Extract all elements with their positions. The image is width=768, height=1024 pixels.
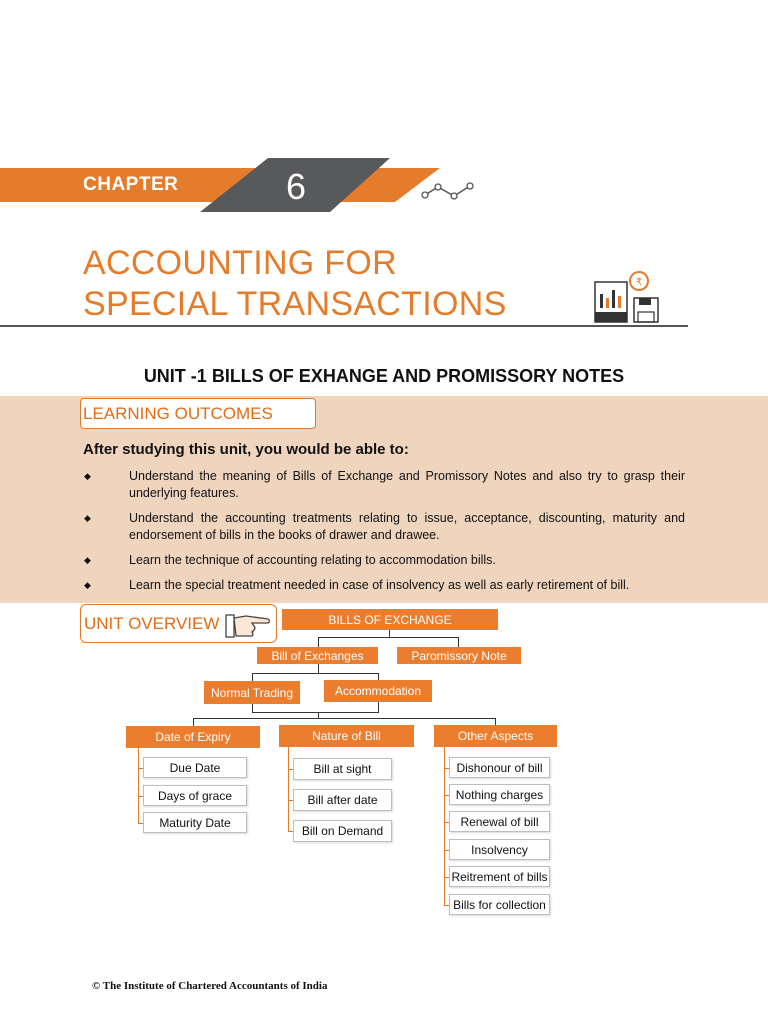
learning-outcomes-heading: LEARNING OUTCOMES: [83, 404, 273, 423]
diagram-leaf: Bill on Demand: [293, 820, 392, 842]
diagram-leaf: Renewal of bill: [449, 811, 550, 832]
pointing-hand-icon: [224, 610, 272, 640]
diagram-leaf: Maturity Date: [143, 812, 247, 833]
financial-report-icon: [592, 268, 664, 326]
svg-text:₹: ₹: [635, 277, 643, 288]
diagram-category-other-aspects: Other Aspects: [434, 725, 557, 747]
diagram-leaf: Days of grace: [143, 785, 247, 806]
bullet-icon: ◆: [84, 471, 91, 481]
diagram-node-bill-of-exchanges: Bill of Exchanges: [257, 647, 378, 664]
diagram-leaf: Bill after date: [293, 789, 392, 811]
diagram-category-nature-of-bill: Nature of Bill: [279, 725, 414, 747]
diagram-node-promissory-note: Paromissory Note: [397, 647, 521, 664]
diagram-node-accommodation: Accommodation: [324, 680, 432, 702]
diagram-leaf: Insolvency: [449, 839, 550, 860]
learning-outcomes-intro: After studying this unit, you would be able to:: [83, 441, 409, 458]
title-rule: [0, 325, 688, 327]
diagram-category-date-of-expiry: Date of Expiry: [126, 726, 260, 748]
bullet-icon: ◆: [84, 513, 91, 523]
unit-overview-heading: UNIT OVERVIEW: [84, 614, 220, 633]
chapter-label: CHAPTER: [83, 174, 179, 195]
diagram-leaf: Dishonour of bill: [449, 757, 550, 778]
diagram-root-node: BILLS OF EXCHANGE: [282, 609, 498, 630]
bullet-icon: ◆: [84, 555, 91, 565]
diagram-leaf: Nothing charges: [449, 784, 550, 805]
learning-outcome-item: Learn the special treatment needed in case of insolvency as well as early retirement of bill.: [129, 578, 630, 592]
chapter-title-line-2: SPECIAL TRANSACTIONS: [83, 285, 507, 323]
diagram-leaf: Bill at sight: [293, 758, 392, 780]
diagram-leaf: Bills for collection: [449, 894, 550, 915]
learning-outcome-item: Understand the accounting treatments relating to issue, acceptance, discounting, maturity and endorsement of bills in the books of drawer and drawee.: [129, 511, 685, 542]
unit-title: UNIT -1 BILLS OF EXHANGE AND PROMISSORY NOTES: [143, 366, 625, 386]
copyright-footer: © The Institute of Chartered Accountants of India: [92, 980, 328, 992]
chapter-title-line-1: ACCOUNTING FOR: [83, 244, 397, 282]
chapter-number: 6: [285, 166, 307, 207]
diagram-node-normal-trading: Normal Trading: [204, 681, 300, 704]
trend-line-icon: [420, 180, 476, 202]
diagram-leaf: Due Date: [143, 757, 247, 778]
bullet-icon: ◆: [84, 580, 91, 590]
learning-outcome-item: Learn the technique of accounting relating to accommodation bills.: [129, 553, 496, 567]
learning-outcome-item: Understand the meaning of Bills of Exchange and Promissory Notes and also try to grasp their underlying features.: [129, 469, 685, 500]
diagram-leaf: Reitrement of bills: [449, 866, 550, 887]
